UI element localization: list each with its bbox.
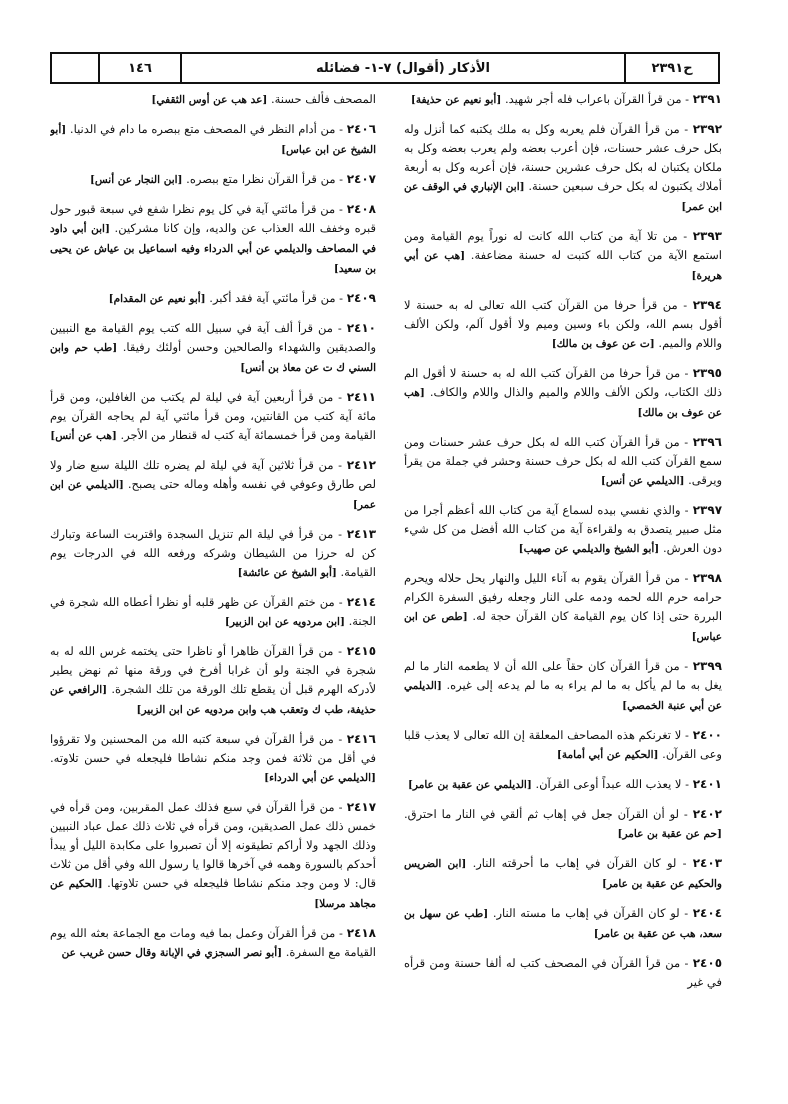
hadith-source: [طص عن ابن عباس] bbox=[404, 611, 722, 643]
hadith-number: ٢٣٩٣ bbox=[692, 229, 722, 243]
hadith-entry: ٢٤٠٠ - لا تغرنكم هذه المصاحف المعلقة إن الله تعالى لا يعذب قلبا وعى القرآن. [الحكيم عن أبي أمامة] bbox=[404, 728, 722, 761]
hadith-text: من قرأ حرفا من القرآن كتب الله له به حسنة لا أقول الم ذلك الكتاب، ولكن الألف واللام والميم والذال واللام والكاف. bbox=[404, 366, 722, 399]
hadith-entry: ٢٤١٢ - من قرأ ثلاثين آية في ليلة لم يضره تلك الليلة سبع ضار ولا لص طارق وعوفي في نفسه وأهله وماله حتى يصبح. [الديلمي عن ابن عمر] bbox=[50, 458, 376, 511]
hadith-source: [الحكيم عن مجاهد مرسلا] bbox=[50, 878, 376, 910]
hadith-number: ٢٣٩٤ bbox=[692, 298, 722, 312]
hadith-number: ٢٤١٥ bbox=[346, 644, 376, 658]
hadith-number: ٢٤١٣ bbox=[346, 527, 376, 541]
hadith-text: والذي نفسي بيده لسماع آية من كتاب الله أعظم أجرا من مثل صبير يتصدق به ولقراءة آية من كتاب الله أفضل من كل شيء دون العرش. bbox=[404, 503, 722, 555]
hadith-number: ٢٣٩١ bbox=[692, 92, 722, 106]
hadith-number: ٢٤٠٠ bbox=[692, 728, 722, 742]
hadith-source: [أبو نصر السجزي في الإبانة وقال حسن غريب عن bbox=[61, 947, 283, 959]
hadith-source: [ابن الإنباري في الوقف عن ابن عمر] bbox=[404, 181, 722, 213]
hadith-source: [هب عن أبي هريرة] bbox=[404, 250, 722, 282]
hadith-number: ٢٤٠١ bbox=[692, 777, 722, 791]
hadith-source: [عد هب عن أوس الثقفي] bbox=[151, 94, 268, 106]
hadith-entry: ٢٤٠٥ - من قرأ القرآن في المصحف كتب له ألفا حسنة ومن قرأه في غير bbox=[404, 956, 722, 989]
hadith-number: ٢٤٠٣ bbox=[692, 856, 722, 870]
hadith-entry: ٢٤٠٤ - لو كان القرآن في إهاب ما مسته النار. [طب عن سهل بن سعد، هب عن عقبة بن عامر] bbox=[404, 906, 722, 940]
hadith-number: ٢٣٩٩ bbox=[692, 659, 722, 673]
hadith-source: [ت عن عوف بن مالك] bbox=[551, 338, 655, 350]
hadith-text: من قرأ القرآن نظرا متع ببصره. bbox=[186, 172, 336, 186]
hadith-number: ٢٤٠٤ bbox=[692, 906, 722, 920]
hadith-entry: ٢٤١٠ - من قرأ ألف آية في سبيل الله كتب يوم القيامة مع النبيين والصديقين والشهداء والصالحين وحسن أولئك رفيقا. [طب حم وابن السني ك ت عن معاذ بن أنس] bbox=[50, 321, 376, 374]
hadith-text: لو كان القرآن في إهاب ما أحرقته النار. bbox=[472, 856, 677, 870]
hadith-text: لا يعذب الله عبداً أوعى القرآن. bbox=[535, 777, 682, 791]
hadith-number: ٢٤١٤ bbox=[346, 595, 376, 609]
hadith-source: [ابن مردويه عن ابن الزبير] bbox=[224, 616, 345, 628]
hadith-number: ٢٤٠٩ bbox=[346, 291, 376, 305]
hadith-text: من قرأ القرآن وعمل بما فيه ومات مع الجماعة بعثه الله يوم القيامة مع السفرة. bbox=[50, 926, 376, 959]
hadith-number: ٢٣٩٥ bbox=[692, 366, 722, 380]
hadith-source: [أبو الشيخ والديلمي عن صهيب] bbox=[518, 543, 660, 555]
hadith-text: من قرأ مائتي آية فقد أكبر. bbox=[209, 291, 336, 305]
hadith-source: [الرافعي عن حذيفة، طب ك وتعقب هب وابن مردويه عن ابن الزبير] bbox=[50, 684, 376, 716]
hadith-text: لو كان القرآن في إهاب ما مسته النار. bbox=[492, 906, 680, 920]
hadith-entry: ٢٣٩٨ - من قرأ القرآن يقوم به آناء الليل والنهار يحل حلاله ويحرم حرامه حرم الله لحمه ودمه على النار وجعله رفيق السفرة الكرام البررة حتى إذا كان يوم القيامة كان القرآن حجة له. [طص عن ابن عباس] bbox=[404, 571, 722, 643]
hadith-source: [أبو نعيم عن حذيفة] bbox=[410, 94, 502, 106]
hadith-number: ٢٤١٠ bbox=[346, 321, 376, 335]
hadith-text: من قرأ ثلاثين آية في ليلة لم يضره تلك الليلة سبع ضار ولا لص طارق وعوفي في نفسه وأهله وماله حتى يصبح. bbox=[50, 458, 376, 491]
hadith-entry: ٢٤١٨ - من قرأ القرآن وعمل بما فيه ومات مع الجماعة بعثه الله يوم القيامة مع السفرة. [أبو نصر السجزي في الإبانة وقال حسن غريب عن bbox=[50, 926, 376, 959]
hadith-text: من قرأ مائتي آية في كل يوم نظرا شفع في سبعة قبور حول قبره وخفف الله العذاب عن والديه، وإن كانا مشركين. bbox=[50, 202, 376, 235]
hadith-entry: ٢٤١٣ - من قرأ في ليلة الم تنزيل السجدة واقتربت الساعة وتبارك كن له حرزا من الشيطان وشركه ورفعه الله في الدرجات يوم القيامة. [أبو الشيخ عن عائشة] bbox=[50, 527, 376, 579]
header-empty-cell bbox=[52, 54, 98, 82]
volume-label: ح٢٣٩١ bbox=[624, 54, 718, 82]
hadith-text: من قرأ القرآن ظاهرا أو ناظرا حتى يختمه غرس الله له به شجرة في الجنة ولو أن غرابا أفرخ في ورقة منها ثم نهض يطير لأدركه الهرم قبل أن يقطع تلك الورقة من تلك الشجرة. bbox=[50, 644, 376, 696]
hadith-number: ٢٤٠٧ bbox=[346, 172, 376, 186]
hadith-source: [طب عن سهل بن سعد، هب عن عقبة بن عامر] bbox=[404, 908, 722, 940]
hadith-entry: ٢٣٩٥ - من قرأ حرفا من القرآن كتب الله له به حسنة لا أقول الم ذلك الكتاب، ولكن الألف واللام والميم والذال واللام والكاف. [هب عن عوف بن مالك] bbox=[404, 366, 722, 419]
hadith-entry: ٢٤١٥ - من قرأ القرآن ظاهرا أو ناظرا حتى يختمه غرس الله له به شجرة في الجنة ولو أن غرابا أفرخ في ورقة منها ثم نهض يطير لأدركه الهرم قبل أن يقطع تلك الورقة من تلك الشجرة. [الرافعي عن حذيفة، طب ك وتعقب هب وابن مردويه عن ابن الزبير] bbox=[50, 644, 376, 716]
hadith-number: ٢٤١١ bbox=[346, 390, 376, 404]
hadith-entry bbox=[50, 90, 376, 110]
hadith-entry: ٢٤١٤ - من ختم القرآن عن ظهر قلبه أو نظرا أعطاه الله شجرة في الجنة. [ابن مردويه عن ابن الزبير] bbox=[50, 595, 376, 628]
hadith-text: من تلا آية من كتاب الله كانت له نوراً يوم القيامة ومن استمع الآية من كتاب الله كتبت له حسنة مضاعفة. bbox=[404, 229, 722, 262]
hadith-source: [الحكيم عن أبي أمامة] bbox=[556, 749, 659, 761]
hadith-text: المصحف فألف حسنة. bbox=[270, 92, 376, 106]
hadith-entry: ٢٤٠٣ - لو كان القرآن في إهاب ما أحرقته النار. [ابن الضريس والحكيم عن عقبة بن عامر] bbox=[404, 856, 722, 890]
hadith-entry: ٢٣٩١ - من قرأ القرآن باعراب فله أجر شهيد. [أبو نعيم عن حذيفة] bbox=[410, 92, 722, 106]
hadith-source: [أبو الشيخ عن عائشة] bbox=[237, 567, 337, 579]
hadith-number: ٢٣٩٧ bbox=[692, 503, 722, 517]
hadith-text: من قرأ حرفا من القرآن كتب الله تعالى له به حسنة لا أقول بسم الله، ولكن باء وسين وميم ولا أقول آلم، ولكن الألف واللام والميم. bbox=[404, 298, 722, 350]
hadith-number: ٢٤١٧ bbox=[346, 800, 376, 814]
hadith-text: من قرأ القرآن كان حقاً على الله أن لا يطعمه النار ما لم يغل به ما لم يأكل به ما لم يراء به ما لم يدعه إلى غيره. bbox=[404, 659, 722, 692]
hadith-entry: ٢٤١٧ - من قرأ القرآن في سبع فذلك عمل المقربين، ومن قرأه في خمس ذلك عمل الصديقين، ومن قرأه في ثلاث ذلك عمل عباد النبيين وذلك الجهد ولا أراكم تطيقونه إلا أن تصبروا على مكابدة الليل أو يبدأ أحدكم بالسورة وهمه في آخرها قالوا يا رسول الله وفي أقل من ثلاث قال: لا ومن وجد منكم نشاطا فليجعله في حسن تلاوتها. [الحكيم عن مجاهد مرسلا] bbox=[50, 800, 376, 910]
hadith-entry: ٢٤٠٨ - من قرأ مائتي آية في كل يوم نظرا شفع في سبعة قبور حول قبره وخفف الله العذاب عن والديه، وإن كانا مشركين. [ابن أبي داود في المصاحف والديلمي عن أبي الدرداء وفيه اسماعيل بن عياش عن يحيى بن سعيد] bbox=[50, 202, 376, 275]
hadith-number: ٢٤١٦ bbox=[346, 732, 376, 746]
hadith-entry: ٢٣٩٦ - من قرأ القرآن كتب الله له بكل حرف عشر حسنات ومن سمع القرآن كتب الله له بكل حرف حسنة وحشر في جملة من يقرأ ويرقى. [الديلمي عن أنس] bbox=[404, 435, 722, 487]
hadith-text: من أدام النظر في المصحف متع ببصره ما دام في الدنيا. bbox=[69, 122, 336, 136]
hadith-number: ٢٣٩٨ bbox=[692, 571, 722, 585]
hadith-source: [ابن النجار عن أنس] bbox=[89, 174, 183, 186]
hadith-entry: ٢٤٠٩ - من قرأ مائتي آية فقد أكبر. [أبو نعيم عن المقدام] bbox=[108, 291, 376, 305]
hadith-number: ٢٤١٨ bbox=[346, 926, 376, 940]
hadith-number: ٢٤٠٥ bbox=[692, 956, 722, 970]
hadith-source: [ابن الضريس والحكيم عن عقبة بن عامر] bbox=[404, 858, 722, 890]
hadith-entry: ٢٤٠٢ - لو أن القرآن جعل في إهاب ثم ألقي في النار ما احترق. [حم عن عقبة بن عامر] bbox=[404, 807, 722, 840]
hadith-text: لا تغرنكم هذه المصاحف المعلقة إن الله تعالى لا يعذب قلبا وعى القرآن. bbox=[404, 728, 722, 761]
hadith-entry: ٢٣٩٤ - من قرأ حرفا من القرآن كتب الله تعالى له به حسنة لا أقول بسم الله، ولكن باء وسين وميم ولا أقول آلم، ولكن الألف واللام والميم. [ت عن عوف بن مالك] bbox=[404, 298, 722, 350]
hadith-source: [الديلمي عن أبي عنبة الخمصي] bbox=[404, 680, 722, 712]
section-title: الأذكار (أقوال) ٧-١- فضائله bbox=[180, 54, 624, 82]
hadith-entry: ٢٤١٦ - من قرأ القرآن في سبعة كتبه الله من المحسنين ولا تقرؤوا في أقل من ثلاثة فمن وجد منكم نشاطا فليجعله في حسن تلاوته. [الديلمي عن أبي الدرداء] bbox=[50, 732, 376, 784]
hadith-source: [حم عن عقبة بن عامر] bbox=[617, 828, 722, 840]
hadith-text: من قرأ القرآن في سبع فذلك عمل المقربين، ومن قرأه في خمس ذلك عمل الصديقين، ومن قرأه في ثلاث ذلك عمل عباد النبيين وذلك الجهد ولا أراكم تطيقونه إلا أن تصبروا على مكابدة الليل أو يبدأ أحدكم بالسورة وهمه في آخرها قالوا يا رسول الله وفي أقل من ثلاث قال: لا ومن وجد منكم نشاطا فليجعله في حسن تلاوتها. bbox=[50, 800, 376, 890]
page-number: ١٤٦ bbox=[98, 54, 180, 82]
hadith-text: من قرأ القرآن في سبعة كتبه الله من المحسنين ولا تقرؤوا في أقل من ثلاثة فمن وجد منكم نشاطا فليجعله في حسن تلاوته. bbox=[50, 732, 376, 765]
hadith-text: من قرأ القرآن كتب الله له بكل حرف عشر حسنات ومن سمع القرآن كتب الله له بكل حرف حسنة وحشر في جملة من يقرأ ويرقى. bbox=[404, 435, 722, 487]
page-header bbox=[50, 52, 720, 84]
hadith-source: [هب عن أنس] bbox=[50, 430, 117, 442]
hadith-entry: ٢٣٩٢ - من قرأ القرآن فلم يعربه وكل به ملك يكتبه كما أنزل وله بكل حرف عشر حسنات، فإن أعرب بعضه ولم يعرب بعضه وكل به ملكان يكتبان له بكل حرف عشرين حسنة، فإن أعربه وكل به أربعة أملاك يكتبون له بكل حرف سبعين حسنة. [ابن الإنباري في الوقف عن ابن عمر] bbox=[404, 122, 722, 213]
hadith-text: من قرأ القرآن باعراب فله أجر شهيد. bbox=[504, 92, 682, 106]
hadith-source: [ابن أبي داود في المصاحف والديلمي عن أبي الدرداء وفيه اسماعيل بن عياش عن يحيى بن سعيد] bbox=[50, 223, 376, 275]
hadith-source: [طب حم وابن السني ك ت عن معاذ بن أنس] bbox=[50, 342, 376, 374]
hadith-text: من قرأ ألف آية في سبيل الله كتب يوم القيامة مع النبيين والصديقين والشهداء والصالحين وحسن أولئك رفيقا. bbox=[50, 321, 376, 354]
hadith-source: [هب عن عوف بن مالك] bbox=[404, 387, 722, 419]
left-text-column bbox=[50, 90, 376, 1095]
hadith-entry: ٢٤١١ - من قرأ أربعين آية في ليلة لم يكتب من الغافلين، ومن قرأ مائة آية كتب من القانتين، ومن قرأ مائتي آية لم يحاجه القرآن يوم القيامة ومن قرأ خمسمائة آية كتب له قنطار من الأجر. [هب عن أنس] bbox=[50, 390, 376, 442]
hadith-source: [أبو نعيم عن المقدام] bbox=[108, 293, 206, 305]
hadith-entry: ٢٤٠٦ - من أدام النظر في المصحف متع ببصره ما دام في الدنيا. [أبو الشيخ عن ابن عباس] bbox=[50, 122, 376, 156]
hadith-text: من قرأ القرآن فلم يعربه وكل به ملك يكتبه كما أنزل وله بكل حرف عشر حسنات، فإن أعرب بعضه ولم يعرب بعضه وكل به ملكان يكتبان له بكل حرف عشرين حسنة، فإن أعربه وكل به أربعة أملاك يكتبون له بكل حرف سبعين حسنة. bbox=[404, 122, 722, 193]
hadith-text: من قرأ القرآن يقوم به آناء الليل والنهار يحل حلاله ويحرم حرامه حرم الله لحمه ودمه على النار وجعله رفيق السفرة الكرام البررة حتى إذا كان يوم القيامة كان القرآن حجة له. bbox=[404, 571, 722, 623]
hadith-entry: ٢٣٩٧ - والذي نفسي بيده لسماع آية من كتاب الله أعظم أجرا من مثل صبير يتصدق به ولقراءة آية من كتاب الله أفضل من كل شيء دون العرش. [أبو الشيخ والديلمي عن صهيب] bbox=[404, 503, 722, 555]
hadith-text: من قرأ أربعين آية في ليلة لم يكتب من الغافلين، ومن قرأ مائة آية كتب من القانتين، ومن قرأ مائتي آية لم يحاجه القرآن يوم القيامة ومن قرأ خمسمائة آية كتب له قنطار من الأجر. bbox=[50, 390, 376, 442]
hadith-text: من قرأ في ليلة الم تنزيل السجدة واقتربت الساعة وتبارك كن له حرزا من الشيطان وشركه ورفعه الله في الدرجات يوم القيامة. bbox=[50, 527, 376, 579]
hadith-entry: ٢٤٠٧ - من قرأ القرآن نظرا متع ببصره. [ابن النجار عن أنس] bbox=[89, 172, 376, 186]
hadith-source: [الديلمي عن عقبة بن عامر] bbox=[407, 779, 532, 791]
right-text-column bbox=[404, 90, 722, 1095]
hadith-source: [الديلمي عن أنس] bbox=[600, 475, 685, 487]
hadith-source: [الديلمي عن ابن عمر] bbox=[50, 479, 376, 511]
hadith-source: [الديلمي عن أبي الدرداء] bbox=[264, 772, 376, 784]
hadith-source: [أبو الشيخ عن ابن عباس] bbox=[50, 124, 376, 156]
hadith-text: من ختم القرآن عن ظهر قلبه أو نظرا أعطاه الله شجرة في الجنة. bbox=[50, 595, 376, 628]
hadith-number: ٢٣٩٦ bbox=[692, 435, 722, 449]
hadith-number: ٢٣٩٢ bbox=[692, 122, 722, 136]
hadith-text: لو أن القرآن جعل في إهاب ثم ألقي في النار ما احترق. bbox=[404, 807, 680, 821]
hadith-text: من قرأ القرآن في المصحف كتب له ألفا حسنة ومن قرأه في غير bbox=[404, 956, 722, 989]
hadith-number: ٢٤١٢ bbox=[346, 458, 376, 472]
hadith-number: ٢٤٠٢ bbox=[692, 807, 722, 821]
hadith-number: ٢٤٠٦ bbox=[346, 122, 376, 136]
hadith-number: ٢٤٠٨ bbox=[346, 202, 376, 216]
hadith-entry: ٢٤٠١ - لا يعذب الله عبداً أوعى القرآن. [الديلمي عن عقبة بن عامر] bbox=[407, 777, 722, 791]
hadith-entry: ٢٣٩٣ - من تلا آية من كتاب الله كانت له نوراً يوم القيامة ومن استمع الآية من كتاب الله كتبت له حسنة مضاعفة. [هب عن أبي هريرة] bbox=[404, 229, 722, 282]
hadith-entry: ٢٣٩٩ - من قرأ القرآن كان حقاً على الله أن لا يطعمه النار ما لم يغل به ما لم يأكل به ما لم يراء به ما لم يدعه إلى غيره. [الديلمي عن أبي عنبة الخمصي] bbox=[404, 659, 722, 712]
